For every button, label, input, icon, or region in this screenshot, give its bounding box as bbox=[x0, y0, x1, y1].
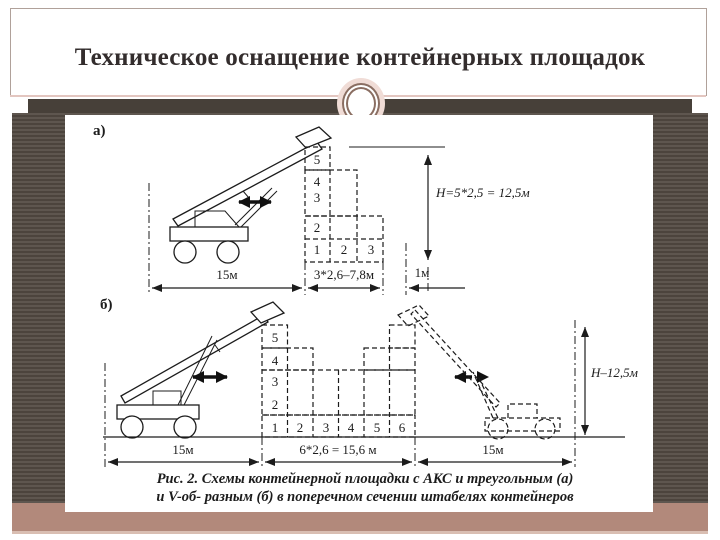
row-number: 2 bbox=[296, 420, 304, 435]
crane-a-wheel bbox=[174, 241, 196, 263]
row-number: 3 bbox=[367, 242, 375, 257]
tier-number: 4 bbox=[271, 353, 279, 368]
crane-b-cab bbox=[153, 391, 181, 405]
crane-b-right-phantom bbox=[398, 305, 560, 439]
dim-text: 15м bbox=[172, 442, 194, 457]
phantom-cab bbox=[508, 404, 537, 418]
tier-number: 3 bbox=[313, 190, 321, 205]
dim-text: 15м bbox=[216, 267, 238, 282]
bottom-accent-edge bbox=[12, 531, 708, 534]
phantom-wheel bbox=[488, 419, 508, 439]
tier-number: 2 bbox=[313, 220, 321, 235]
tier-number: 1 bbox=[271, 420, 279, 435]
row-number: 2 bbox=[340, 242, 348, 257]
crane-a-chassis bbox=[170, 227, 248, 241]
crane-b-wheel bbox=[121, 416, 143, 438]
figure-panel bbox=[65, 115, 653, 512]
phantom-wheel bbox=[535, 419, 555, 439]
crane-b-boom bbox=[121, 315, 268, 403]
scheme-b bbox=[100, 297, 638, 467]
page-title: Техническое оснащение контейнерных площадок bbox=[74, 44, 646, 71]
crane-a-spreader bbox=[296, 127, 331, 148]
stack-b bbox=[262, 325, 415, 437]
figure-caption-line1: Рис. 2. Схемы контейнерной площадки с АКС и треугольным (а) bbox=[156, 471, 574, 487]
dim-text: 1м bbox=[414, 265, 430, 280]
tier-number: 2 bbox=[271, 397, 279, 412]
dimensions-b bbox=[108, 442, 572, 462]
phantom-boom bbox=[411, 310, 500, 407]
height-label-a: Н=5*2,5 = 12,5м bbox=[436, 185, 530, 200]
dimensions-a bbox=[152, 265, 465, 288]
row-number: 6 bbox=[398, 420, 406, 435]
crane-b-wheel bbox=[174, 416, 196, 438]
dim-text: 6*2,6 = 15,6 м bbox=[299, 442, 377, 457]
crane-a-wheel bbox=[217, 241, 239, 263]
crane-b-left bbox=[117, 302, 284, 438]
figure-canvas bbox=[65, 115, 653, 512]
height-label-b: Н–12,5м bbox=[591, 365, 638, 380]
row-number: 3 bbox=[322, 420, 330, 435]
dim-text: 3*2,6–7,8м bbox=[313, 267, 375, 282]
tier-number: 1 bbox=[313, 242, 321, 257]
scheme-b-label: б) bbox=[100, 297, 113, 313]
row-number: 5 bbox=[373, 420, 381, 435]
dim-text: 15м bbox=[482, 442, 504, 457]
scheme-a-label: а) bbox=[93, 123, 106, 139]
figure-caption-line2: и V-об- разным (б) в поперечном сечении штабелях контейнеров bbox=[156, 489, 574, 505]
phantom-spreader bbox=[398, 305, 429, 326]
row-number: 4 bbox=[347, 420, 355, 435]
tier-number: 5 bbox=[271, 330, 279, 345]
stack-a bbox=[305, 147, 383, 262]
tier-number: 4 bbox=[313, 174, 321, 189]
tier-number: 5 bbox=[313, 152, 321, 167]
tier-number: 3 bbox=[271, 374, 279, 389]
scheme-a bbox=[93, 123, 530, 295]
